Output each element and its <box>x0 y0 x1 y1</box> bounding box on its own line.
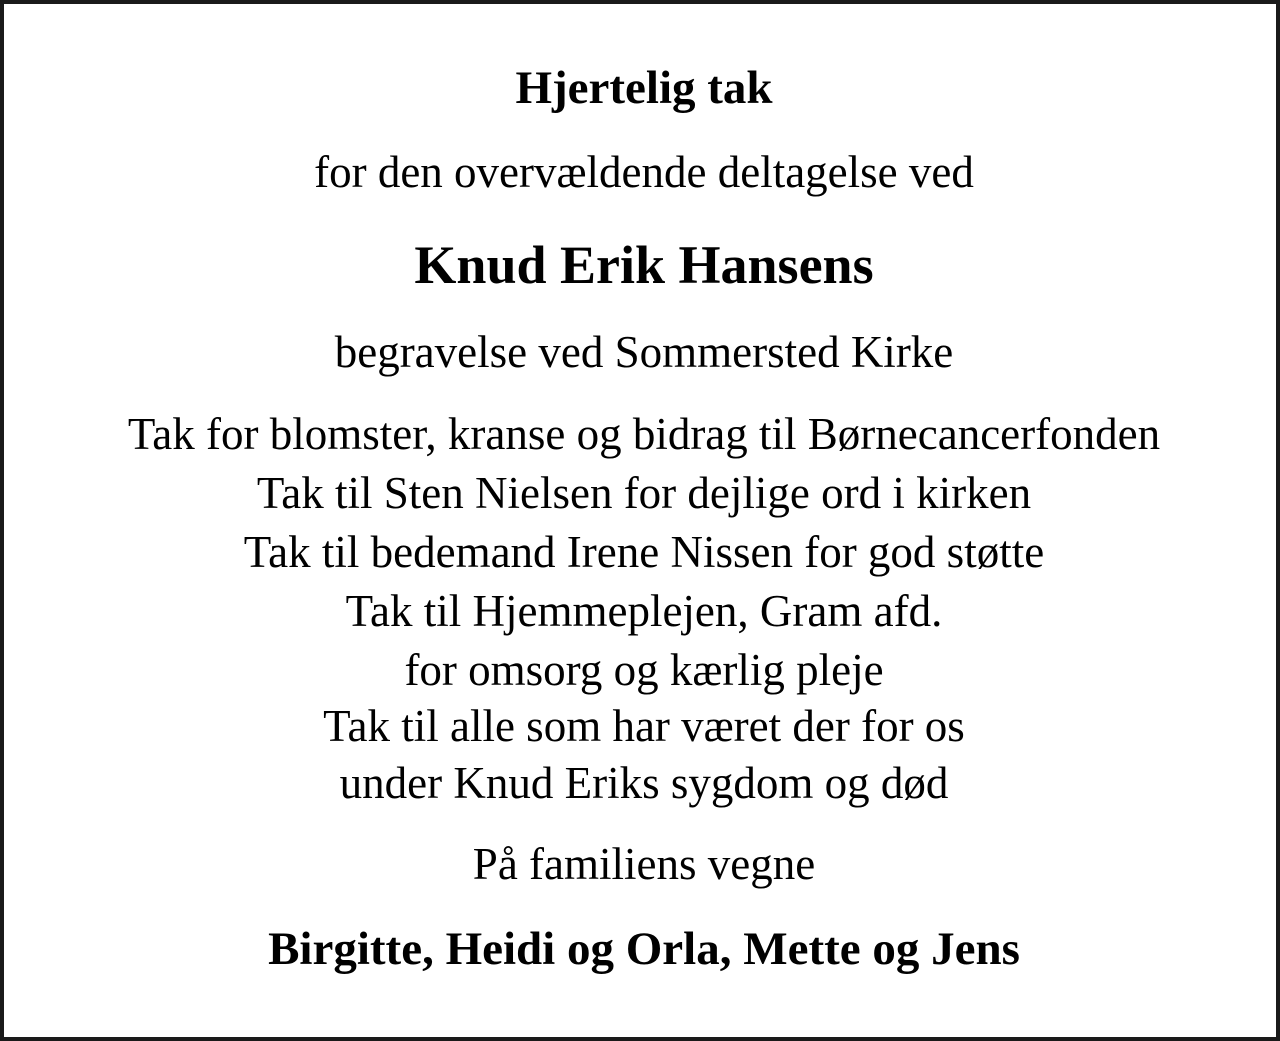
thanks-line: under Knud Eriks sygdom og død <box>339 758 949 808</box>
thanks-line: Tak til alle som har været der for os <box>323 701 965 751</box>
on-behalf-line: På familiens vegne <box>472 839 816 889</box>
thanks-line: Tak til Sten Nielsen for dejlige ord i kirken <box>256 468 1032 518</box>
thanks-line: Tak til bedemand Irene Nissen for god støtte <box>243 527 1045 577</box>
thanks-line: Tak for blomster, kranse og bidrag til Børnecancerfonden <box>127 409 1161 459</box>
notice-heading: Hjertelig tak <box>515 62 773 114</box>
burial-line: begravelse ved Sommersted Kirke <box>334 327 954 377</box>
notice-intro: for den overvældende deltagelse ved <box>314 147 974 197</box>
deceased-name: Knud Erik Hansens <box>414 235 874 295</box>
thanks-line: for omsorg og kærlig pleje <box>404 645 884 695</box>
signature-line: Birgitte, Heidi og Orla, Mette og Jens <box>268 923 1020 975</box>
thanks-line: Tak til Hjemmeplejen, Gram afd. <box>345 586 943 636</box>
